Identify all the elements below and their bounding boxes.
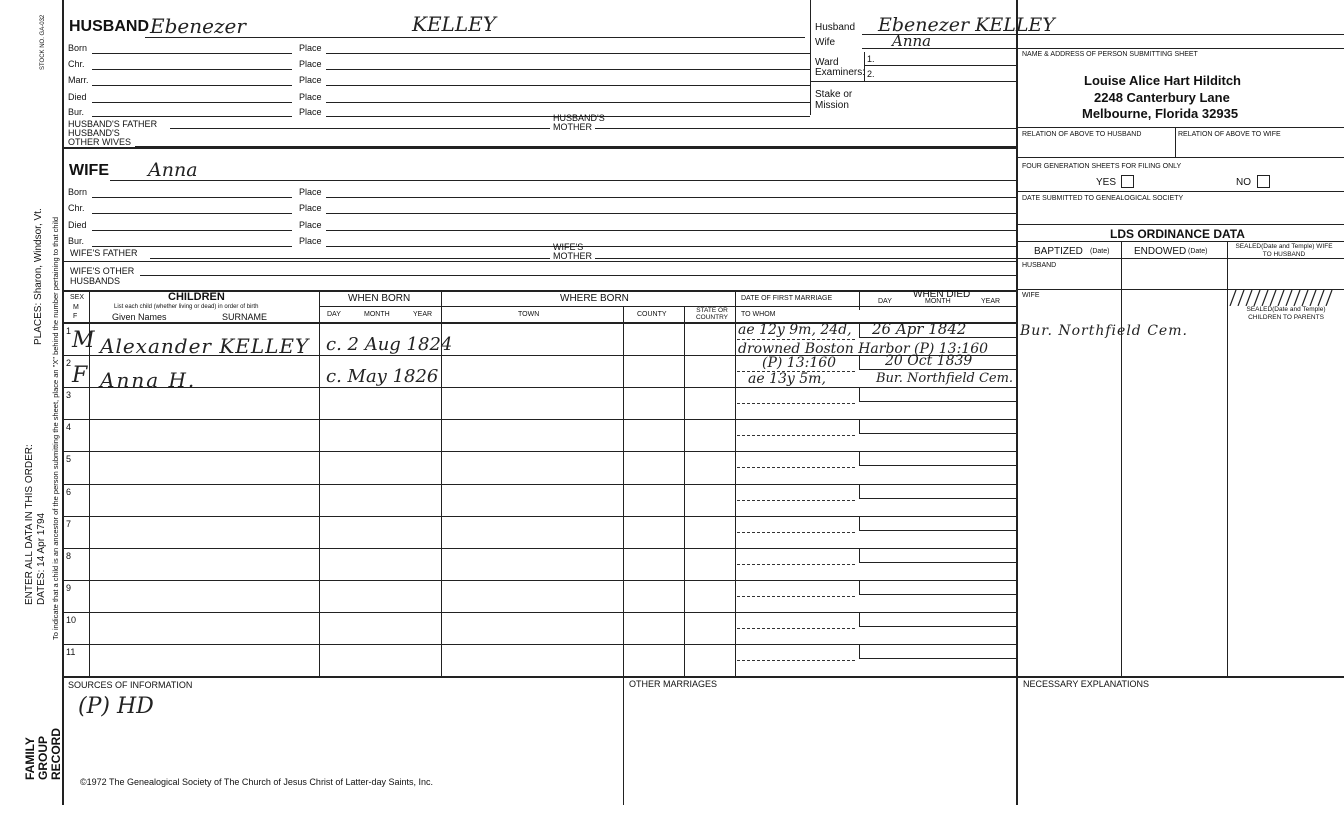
wife-other-husbands-label: WIFE'S OTHER HUSBANDS xyxy=(70,266,135,286)
copyright: ©1972 The Genealogical Society of The Church of Jesus Christ of Latter-day Saints, Inc. xyxy=(80,777,433,787)
born-month-label: MONTH xyxy=(364,311,390,318)
child-row-number: 1 xyxy=(66,326,72,336)
relation-wife-label: RELATION OF ABOVE TO WIFE xyxy=(1178,131,1281,138)
marriage-dash-line xyxy=(737,596,855,597)
marriage-dash-line xyxy=(737,628,855,629)
died-month-label: MONTH xyxy=(925,298,951,305)
child-1-born[interactable]: c. 2 Aug 1824 xyxy=(326,334,453,355)
left-border xyxy=(62,0,64,805)
yes-checkbox[interactable] xyxy=(1121,175,1134,188)
child-1-sex[interactable]: M xyxy=(72,328,95,353)
child-2-marr-note[interactable]: (P) 13:160 xyxy=(762,355,837,371)
born-year-label: YEAR xyxy=(413,311,433,318)
examiner-1: 1. xyxy=(867,54,875,64)
marriage-dash-line xyxy=(737,467,855,468)
where-born-label: WHERE BORN xyxy=(560,293,629,304)
child-ancestor-instruction: To indicate that a child is an ancestor of the person submitting the sheet, place an "X" behind the number pertaining to that child xyxy=(51,216,60,640)
state-country-label: STATE OR COUNTRY xyxy=(695,307,729,321)
husband-died-label: Died xyxy=(68,92,87,102)
sex-f-label: F xyxy=(73,313,78,320)
marriage-dash-line xyxy=(737,564,855,565)
baptized-date-label: (Date) xyxy=(1090,248,1110,255)
marriage-dash-line xyxy=(737,339,855,340)
submitter-label: NAME & ADDRESS OF PERSON SUBMITTING SHEET xyxy=(1022,51,1198,58)
husband-mother-label: HUSBAND'S MOTHER xyxy=(553,113,605,132)
child-2-burial[interactable]: Bur. Northfield Cem. xyxy=(876,371,1014,386)
husband-given-name[interactable]: Ebenezer xyxy=(150,14,246,38)
when-born-label: WHEN BORN xyxy=(348,293,411,304)
submitter-name[interactable]: Louise Alice Hart Hilditch xyxy=(1084,73,1241,88)
tr-husband-label: Husband xyxy=(815,22,856,33)
husband-label: HUSBAND xyxy=(69,18,149,35)
sex-label: SEX xyxy=(70,294,85,301)
wife-died-label: Died xyxy=(68,220,87,230)
husband-born-label: Born xyxy=(68,43,88,53)
stock-number: STOCK NO. GA-032 xyxy=(40,14,46,70)
wife-father-label: WIFE'S FATHER xyxy=(70,248,138,258)
other-marriages-label: OTHER MARRIAGES xyxy=(629,679,718,689)
child-row-number: 6 xyxy=(66,487,72,497)
surname-label: SURNAME xyxy=(222,312,268,322)
lds-wife-label: WIFE xyxy=(1022,292,1040,299)
to-whom-label: TO WHOM xyxy=(741,311,776,318)
child-1-note[interactable]: drowned Boston Harbor (P) 13:160 xyxy=(738,341,989,357)
tr-husband-name[interactable]: Ebenezer KELLEY xyxy=(878,14,1055,36)
right-section-border xyxy=(1016,0,1018,805)
child-1-died[interactable]: 26 Apr 1842 xyxy=(872,320,967,338)
husband-marr-label: Marr. xyxy=(68,75,89,85)
stake-label: Stake or Mission xyxy=(815,89,853,111)
child-2-note[interactable]: ae 13y 5m, xyxy=(748,371,826,387)
endowed-date-label: (Date) xyxy=(1188,248,1208,255)
wife-chr-label: Chr. xyxy=(68,203,85,213)
children-list-note: List each child (whether living or dead) in order of birth xyxy=(114,304,259,310)
wife-label: WIFE xyxy=(69,162,109,179)
lds-title: LDS ORDINANCE DATA xyxy=(1110,227,1245,241)
husband-chr-place-label: Place xyxy=(299,59,322,69)
relation-husband-label: RELATION OF ABOVE TO HUSBAND xyxy=(1022,131,1142,138)
tr-wife-name[interactable]: Anna xyxy=(892,32,932,50)
child-row-number: 10 xyxy=(66,615,77,625)
husband-surname[interactable]: KELLEY xyxy=(412,12,496,36)
child-2-died[interactable]: 20 Oct 1839 xyxy=(885,353,973,369)
husband-box-divider xyxy=(810,0,811,115)
children-heading: CHILDREN xyxy=(168,291,225,303)
date-submitted-label: DATE SUBMITTED TO GENEALOGICAL SOCIETY xyxy=(1022,195,1184,202)
husband-father-label: HUSBAND'S FATHER xyxy=(68,119,158,129)
child-row-number: 11 xyxy=(66,647,76,657)
examiner-2: 2. xyxy=(867,69,875,79)
enter-all-note: ENTER ALL DATA IN THIS ORDER: xyxy=(24,444,35,605)
given-names-label: Given Names xyxy=(112,312,167,322)
submitter-street[interactable]: 2248 Canterbury Lane xyxy=(1094,90,1230,105)
tr-wife-label: Wife xyxy=(815,37,835,48)
child-row-number: 7 xyxy=(66,519,72,529)
child-1-burial[interactable]: Bur. Northfield Cem. xyxy=(1020,323,1188,339)
marriage-dash-line xyxy=(737,403,855,404)
ward-label: Ward xyxy=(815,57,839,68)
wife-chr-place-label: Place xyxy=(299,203,322,213)
when-died-label: WHEN DIED xyxy=(913,289,971,300)
first-marriage-label: DATE OF FIRST MARRIAGE xyxy=(741,295,833,302)
no-label: NO xyxy=(1236,177,1251,188)
wife-died-place-label: Place xyxy=(299,220,322,230)
submitter-city[interactable]: Melbourne, Florida 32935 xyxy=(1082,106,1239,121)
husband-born-place-label: Place xyxy=(299,43,322,53)
marriage-dash-line xyxy=(737,532,855,533)
child-2-born[interactable]: c. May 1826 xyxy=(326,366,439,387)
explanations-label: NECESSARY EXPLANATIONS xyxy=(1023,679,1150,689)
four-gen-label: FOUR GENERATION SHEETS FOR FILING ONLY xyxy=(1022,163,1182,170)
endowed-label: ENDOWED xyxy=(1134,246,1187,257)
wife-born-label: Born xyxy=(68,187,88,197)
husband-marr-place-label: Place xyxy=(299,75,322,85)
dates-note: DATES: 14 Apr 1794 xyxy=(36,512,47,605)
child-2-name[interactable]: Anna H. xyxy=(100,368,197,392)
lds-husband-label: HUSBAND xyxy=(1022,262,1057,269)
baptized-label: BAPTIZED xyxy=(1034,246,1083,257)
wife-bur-place-label: Place xyxy=(299,236,322,246)
sex-m-label: M xyxy=(73,304,79,311)
husband-other-wives-label: HUSBAND'S OTHER WIVES xyxy=(68,128,132,147)
husband-died-place-label: Place xyxy=(299,92,322,102)
died-year-label: YEAR xyxy=(981,298,1001,305)
wife-born-place-label: Place xyxy=(299,187,322,197)
sources-value[interactable]: (P) HD xyxy=(78,694,154,719)
sources-label: SOURCES OF INFORMATION xyxy=(68,680,193,690)
child-row-number: 5 xyxy=(66,454,72,464)
husband-bur-place-label: Place xyxy=(299,107,322,117)
child-1-marr-note[interactable]: ae 12y 9m, 24d, xyxy=(738,322,852,338)
born-day-label: DAY xyxy=(327,311,341,318)
child-row-number: 8 xyxy=(66,551,72,561)
died-day-label: DAY xyxy=(878,298,892,305)
marriage-dash-line xyxy=(737,435,855,436)
sealed-wife-label: SEALED(Date and Temple) WIFE TO HUSBAND xyxy=(1235,243,1333,258)
places-note: PLACES: Sharon, Windsor, Vt. xyxy=(33,208,44,345)
wife-given-name[interactable]: Anna xyxy=(148,159,198,181)
husband-bur-label: Bur. xyxy=(68,107,85,117)
child-row-number: 9 xyxy=(66,583,72,593)
family-group-record-title: FAMILY GROUP RECORD xyxy=(23,727,63,780)
husband-chr-label: Chr. xyxy=(68,59,85,69)
marriage-dash-line xyxy=(737,660,855,661)
child-row-number: 4 xyxy=(66,422,72,432)
marriage-dash-line xyxy=(737,500,855,501)
wife-bur-label: Bur. xyxy=(68,236,85,246)
county-label: COUNTY xyxy=(637,311,667,318)
examiners-label: Examiners: xyxy=(815,67,866,78)
child-2-sex[interactable]: F xyxy=(72,363,88,388)
yes-label: YES xyxy=(1096,177,1117,188)
sealed-children-label: SEALED(Date and Temple) CHILDREN TO PARENTS xyxy=(1246,306,1326,321)
town-label: TOWN xyxy=(518,311,540,318)
no-checkbox[interactable] xyxy=(1257,175,1270,188)
child-row-number: 2 xyxy=(66,358,72,368)
wife-mother-label: WIFE'S MOTHER xyxy=(553,242,592,261)
child-row-number: 3 xyxy=(66,390,72,400)
child-1-name[interactable]: Alexander KELLEY xyxy=(100,334,310,358)
hatched-area xyxy=(1228,290,1338,306)
